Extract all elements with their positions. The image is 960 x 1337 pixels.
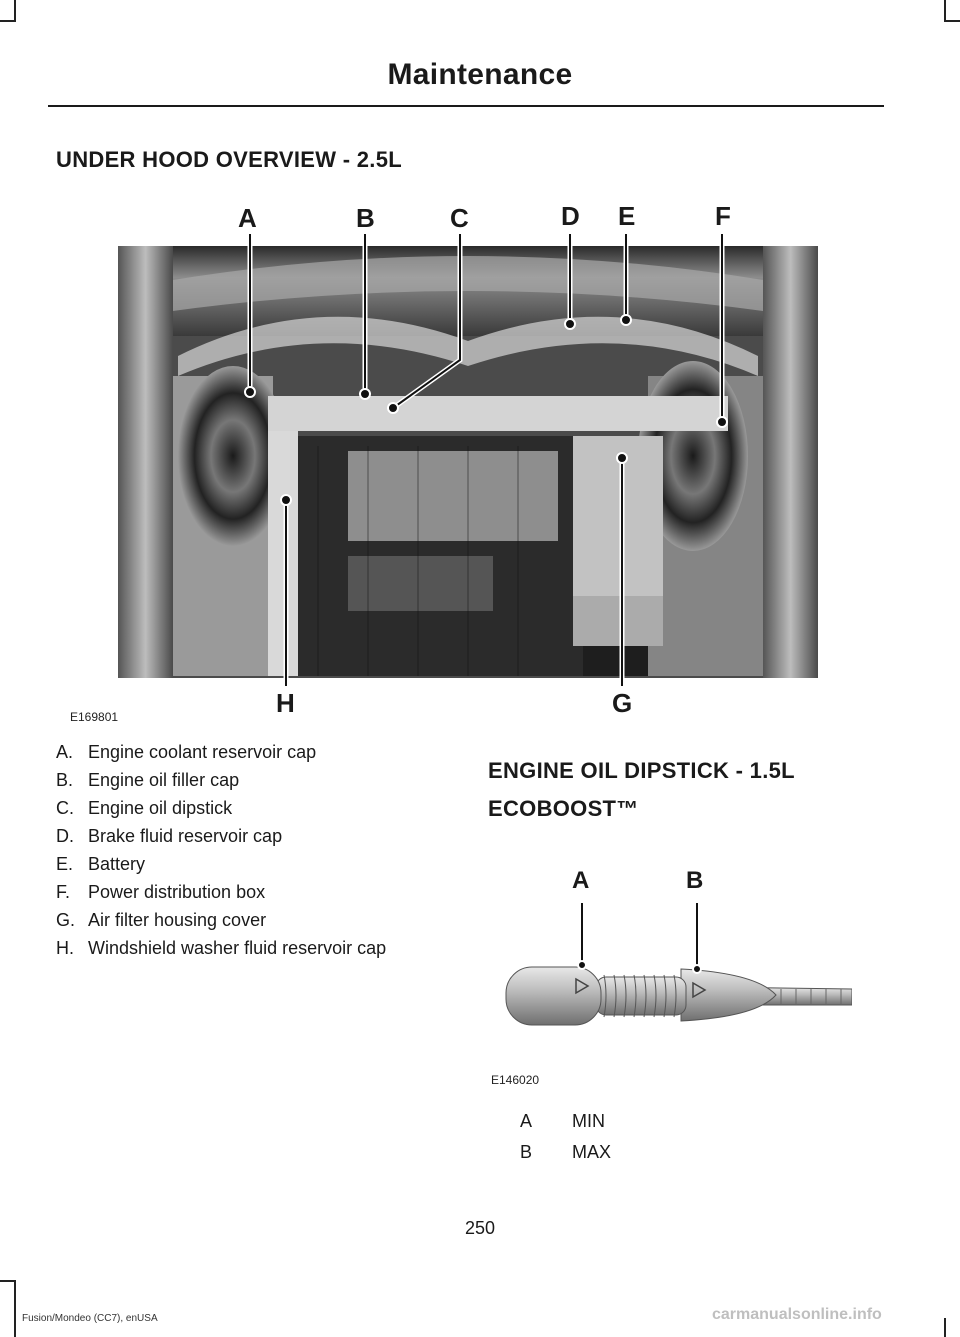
- section-heading-underhood: UNDER HOOD OVERVIEW - 2.5L: [56, 147, 402, 172]
- list-item: B. Engine oil filler cap: [56, 770, 240, 790]
- callout-d: D: [561, 201, 580, 231]
- callout-c: C: [450, 203, 469, 233]
- callout-a: A: [238, 203, 257, 233]
- list-item: F. Power distribution box: [56, 882, 266, 902]
- crop-mark: [944, 1318, 946, 1337]
- page-header-title: Maintenance: [387, 58, 573, 91]
- list-item: A. Engine coolant reservoir cap: [56, 742, 317, 762]
- list-item: D. Brake fluid reservoir cap: [56, 826, 283, 846]
- footer-model: Fusion/Mondeo (CC7), enUSA: [22, 1313, 158, 1324]
- callout-b: B: [356, 203, 375, 233]
- dipstick-leader-lines: [560, 895, 720, 985]
- callout-min: A: [572, 867, 590, 894]
- callout-max: B: [686, 867, 704, 894]
- figure-code: E169801: [70, 710, 119, 724]
- callout-f: F: [715, 201, 731, 231]
- page-number: 250: [464, 1218, 496, 1238]
- list-item: A MIN: [520, 1111, 605, 1131]
- crop-mark: [14, 1280, 16, 1337]
- list-item: B MAX: [520, 1142, 612, 1162]
- callout-h: H: [276, 688, 295, 718]
- list-item: C. Engine oil dipstick: [56, 798, 233, 818]
- crop-mark: [0, 1280, 16, 1282]
- figure-code-dipstick: E146020: [491, 1073, 540, 1087]
- callout-e: E: [618, 201, 636, 231]
- list-item: G. Air filter housing cover: [56, 910, 267, 930]
- watermark: carmanualsonline.info: [712, 1306, 882, 1323]
- section-heading-dipstick: ENGINE OIL DIPSTICK - 1.5L ECOBOOST™: [488, 758, 795, 821]
- list-item: H. Windshield washer fluid reservoir cap: [56, 938, 387, 958]
- list-item: E. Battery: [56, 854, 146, 874]
- callout-g: G: [612, 688, 633, 718]
